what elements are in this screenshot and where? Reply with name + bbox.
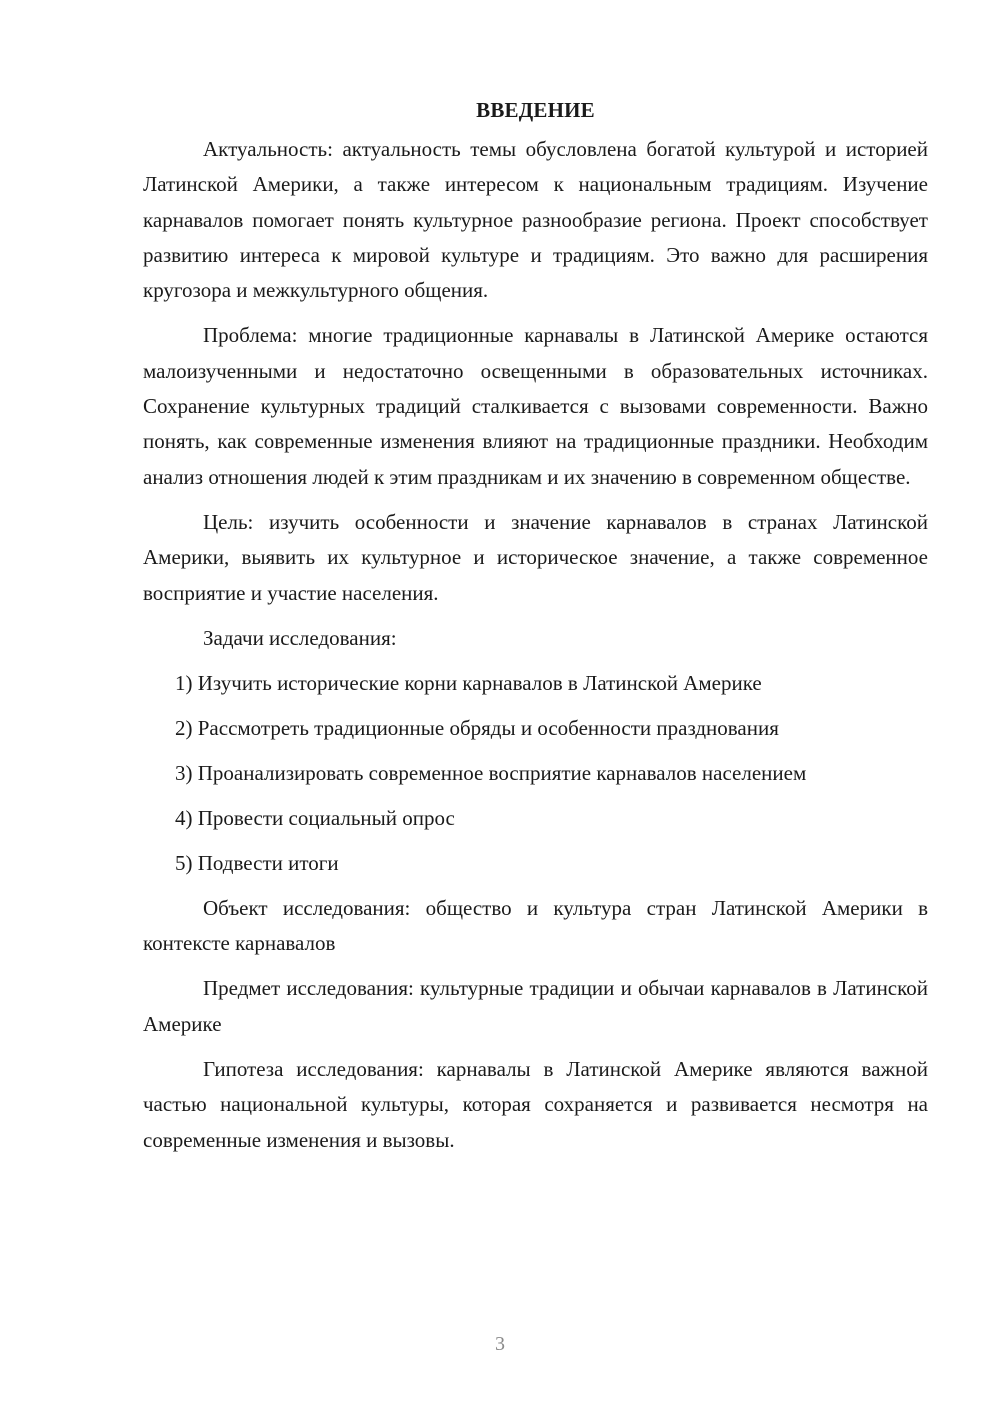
relevance-paragraph: Актуальность: актуальность темы обусловлена богатой культурой и историей Латинской Америки, а также интересом к национальным традициям. Изучение карнавалов помогает понять культурное разнообразие региона. Проект способствует развитию интереса к мировой культуре и традициям. Это важно для расширения кругозора и межкультурного общения.	[143, 137, 928, 303]
list-item: 4) Провести социальный опрос	[175, 805, 455, 830]
page-number: 3	[495, 1333, 505, 1355]
task-list	[143, 666, 928, 881]
document-page	[143, 92, 928, 1168]
tasks-heading: Задачи исследования:	[203, 625, 397, 650]
section-title: ВВЕДЕНИЕ	[476, 98, 595, 122]
goal-paragraph: Цель: изучить особенности и значение карнавалов в странах Латинской Америки, выявить их культурное и историческое значение, а также современное восприятие и участие населения.	[143, 509, 928, 605]
list-item: 2) Рассмотреть традиционные обряды и особенности празднования	[175, 715, 779, 740]
subject-paragraph: Предмет исследования: культурные традиции и обычаи карнавалов в Латинской Америке	[143, 976, 928, 1036]
list-item: 3) Проанализировать современное восприятие карнавалов населением	[175, 760, 807, 785]
object-paragraph: Объект исследования: общество и культура стран Латинской Америки в контексте карнавалов	[143, 895, 928, 956]
hypothesis-paragraph: Гипотеза исследования: карнавалы в Латинской Америке являются важной частью национальной культуры, которая сохраняется и развивается несмотря на современные изменения и вызовы.	[143, 1057, 928, 1152]
list-item: 1) Изучить исторические корни карнавалов в Латинской Америке	[175, 670, 762, 695]
problem-paragraph: Проблема: многие традиционные карнавалы в Латинской Америке остаются малоизученными и недостаточно освещенными в образовательных источниках. Сохранение культурных традиций сталкивается с вызовами современности. Важно понять, как современные изменения влияют на традиционные праздники. Необходим анализ отношения людей к этим праздникам и их значению в современном обществе.	[143, 323, 928, 489]
list-item: 5) Подвести итоги	[175, 850, 339, 875]
